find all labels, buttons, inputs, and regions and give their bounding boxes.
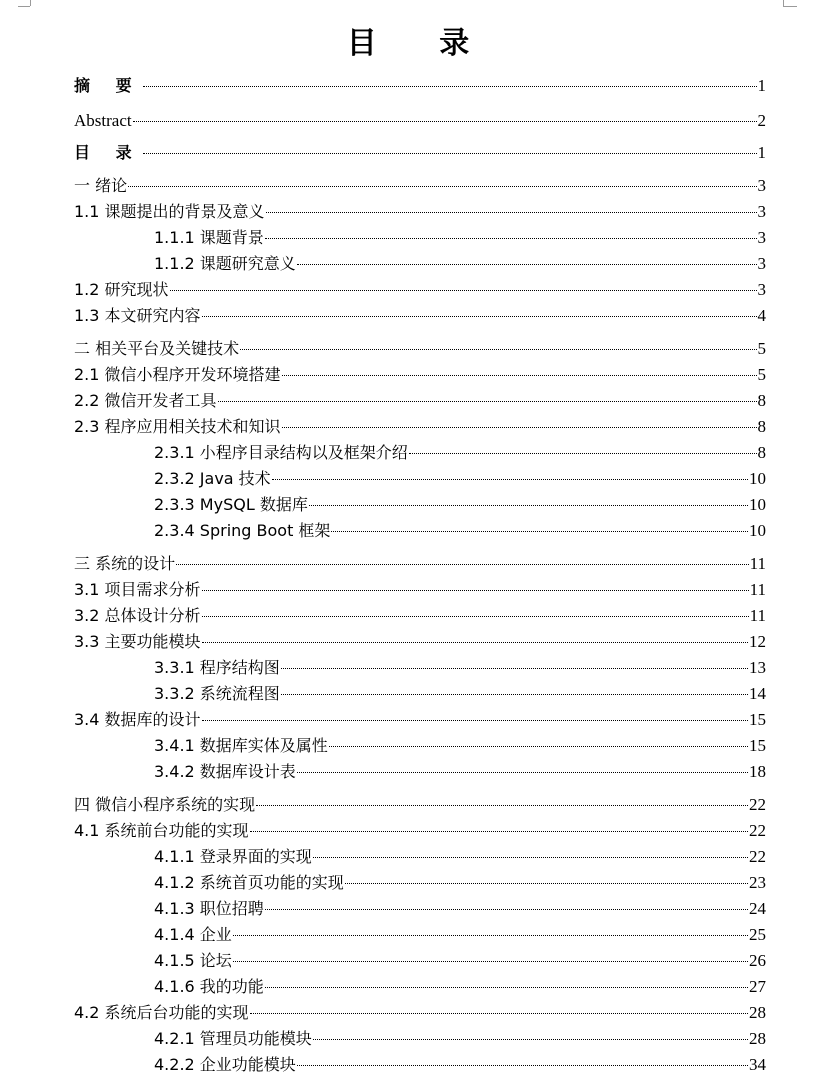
- toc-entry-label: 2.3 程序应用相关技术和知识: [74, 417, 281, 436]
- toc-entry-page: 8: [757, 443, 766, 462]
- toc-entry-label: 3.2 总体设计分析: [74, 606, 201, 625]
- dot-leader: [265, 238, 757, 239]
- toc-entry-label: 目 录: [74, 143, 142, 162]
- toc-entry-label: 1.1 课题提出的背景及意义: [74, 202, 265, 221]
- dot-leader: [281, 668, 748, 669]
- toc-entry-3-3-2[interactable]: [154, 682, 766, 706]
- toc-entry-page: 11: [749, 580, 766, 599]
- toc-entry-4-1-3[interactable]: [154, 897, 766, 921]
- toc-entry-2-3[interactable]: [74, 415, 766, 439]
- dot-leader: [309, 505, 748, 506]
- dot-leader: [233, 961, 748, 962]
- toc-entry-label: 二 相关平台及关键技术: [74, 339, 240, 358]
- toc-entry-abstract-en[interactable]: [74, 109, 766, 133]
- toc-entry-label: 四 微信小程序系统的实现: [74, 795, 256, 814]
- dot-leader: [250, 831, 748, 832]
- dot-leader: [143, 153, 757, 154]
- toc-entry-page: 10: [749, 469, 766, 488]
- toc-entry-3-4[interactable]: [74, 708, 766, 732]
- toc-entry-label: 3.3.2 系统流程图: [154, 684, 280, 703]
- toc-entry-label: 1.2 研究现状: [74, 280, 169, 299]
- toc-entry-3-3-1[interactable]: [154, 656, 766, 680]
- toc-entry-page: 5: [757, 365, 766, 384]
- toc-entry-label: 4.2 系统后台功能的实现: [74, 1003, 249, 1022]
- dot-leader: [128, 186, 756, 187]
- toc-entry-1-1-1[interactable]: [154, 226, 766, 250]
- toc-entry-3-3[interactable]: [74, 630, 766, 654]
- toc-entry-page: 3: [757, 176, 766, 195]
- toc-entry-1-1[interactable]: [74, 200, 766, 224]
- toc-entry-2-3-1[interactable]: [154, 441, 766, 465]
- dot-leader: [202, 642, 748, 643]
- toc-entry-label: 3.4.2 数据库设计表: [154, 762, 296, 781]
- dot-leader: [282, 375, 757, 376]
- toc-entry-label: 2.3.4 Spring Boot 框架: [154, 521, 331, 540]
- toc-entry-page: 27: [749, 977, 766, 996]
- toc-entry-label: 三 系统的设计: [74, 554, 176, 573]
- dot-leader: [266, 212, 757, 213]
- dot-leader: [256, 805, 748, 806]
- toc-entry-page: 15: [749, 736, 766, 755]
- toc-entry-page: 3: [757, 280, 766, 299]
- toc-entry-page: 14: [749, 684, 766, 703]
- toc-entry-page: 3: [757, 254, 766, 273]
- toc-entry-page: 12: [749, 632, 766, 651]
- toc-entry-4-2[interactable]: [74, 1001, 766, 1025]
- crop-mark-top-right-h: [783, 6, 797, 7]
- toc-entry-chapter-2[interactable]: [74, 337, 766, 361]
- toc-entry-page: 4: [757, 306, 766, 325]
- dot-leader: [170, 290, 757, 291]
- toc-entry-4-1-4[interactable]: [154, 923, 766, 947]
- toc-entry-2-2[interactable]: [74, 389, 766, 413]
- toc-entry-page: 22: [749, 821, 766, 840]
- toc-entry-3-4-2[interactable]: [154, 760, 766, 784]
- toc-entry-label: 3.4 数据库的设计: [74, 710, 201, 729]
- toc-entry-page: 3: [757, 202, 766, 221]
- toc-entry-4-1-1[interactable]: [154, 845, 766, 869]
- toc-entry-chapter-1[interactable]: [74, 174, 766, 198]
- toc-entry-label: 4.1.6 我的功能: [154, 977, 264, 996]
- toc-entry-label: 3.4.1 数据库实体及属性: [154, 736, 328, 755]
- toc-entry-page: 13: [749, 658, 766, 677]
- toc-entry-4-1-2[interactable]: [154, 871, 766, 895]
- toc-entry-page: 3: [757, 228, 766, 247]
- toc-entry-2-3-4[interactable]: [154, 519, 766, 543]
- toc-entry-contents[interactable]: [74, 141, 766, 165]
- toc-entry-page: 8: [757, 391, 766, 410]
- toc-entry-2-3-2[interactable]: [154, 467, 766, 491]
- toc-entry-2-1[interactable]: [74, 363, 766, 387]
- page-title: 目 录: [346, 26, 496, 61]
- toc-entry-label: 摘 要: [74, 76, 142, 95]
- dot-leader: [143, 86, 757, 87]
- dot-leader: [281, 694, 748, 695]
- dot-leader: [250, 1013, 748, 1014]
- toc-entry-label: 2.1 微信小程序开发环境搭建: [74, 365, 281, 384]
- dot-leader: [202, 316, 757, 317]
- toc-entry-label: 2.2 微信开发者工具: [74, 391, 217, 410]
- toc-entry-label: 4.1.1 登录界面的实现: [154, 847, 312, 866]
- toc-entry-page: 10: [749, 521, 766, 540]
- toc-entry-label: 1.3 本文研究内容: [74, 306, 201, 325]
- toc-entry-page: 18: [749, 762, 766, 781]
- toc-entry-label: 4.1.4 企业: [154, 925, 232, 944]
- toc-entry-label: 4.1.2 系统首页功能的实现: [154, 873, 344, 892]
- dot-leader: [272, 479, 748, 480]
- toc-entry-page: 26: [749, 951, 766, 970]
- toc-entry-label: 4.1.5 论坛: [154, 951, 232, 970]
- toc-entry-label: 3.1 项目需求分析: [74, 580, 201, 599]
- dot-leader: [313, 857, 748, 858]
- toc-entry-page: 22: [749, 795, 766, 814]
- dot-leader: [202, 720, 748, 721]
- crop-mark-top-left-h: [18, 6, 30, 7]
- toc-entry-page: 34: [749, 1055, 766, 1074]
- toc-entry-chapter-3[interactable]: [74, 552, 766, 576]
- dot-leader: [297, 1065, 748, 1066]
- toc-entry-4-2-2[interactable]: [154, 1053, 766, 1077]
- toc-entry-label: 3.3 主要功能模块: [74, 632, 201, 651]
- dot-leader: [265, 987, 748, 988]
- toc-entry-label: 2.3.2 Java 技术: [154, 469, 271, 488]
- dot-leader: [233, 935, 748, 936]
- toc-entry-1-1-2[interactable]: [154, 252, 766, 276]
- dot-leader: [409, 453, 757, 454]
- toc-entry-label: 3.3.1 程序结构图: [154, 658, 280, 677]
- dot-leader: [331, 531, 748, 532]
- toc-entry-label: 1.1.2 课题研究意义: [154, 254, 296, 273]
- toc-entry-page: 11: [749, 554, 766, 573]
- dot-leader: [202, 590, 749, 591]
- toc-entry-abstract-cn[interactable]: [74, 74, 766, 98]
- toc-entry-page: 28: [749, 1029, 766, 1048]
- toc-entry-label: 一 绪论: [74, 176, 128, 195]
- toc-entry-page: 5: [757, 339, 766, 358]
- toc-entry-page: 28: [749, 1003, 766, 1022]
- toc-entry-3-1[interactable]: [74, 578, 766, 602]
- toc-entry-3-2[interactable]: [74, 604, 766, 628]
- toc-entry-label: 4.1 系统前台功能的实现: [74, 821, 249, 840]
- dot-leader: [265, 909, 748, 910]
- toc-entry-page: 2: [757, 111, 766, 130]
- toc-entry-page: 24: [749, 899, 766, 918]
- toc-entry-page: 10: [749, 495, 766, 514]
- dot-leader: [240, 349, 756, 350]
- toc-entry-page: 23: [749, 873, 766, 892]
- toc-entry-4-1[interactable]: [74, 819, 766, 843]
- toc-entry-label: 4.2.2 企业功能模块: [154, 1055, 296, 1074]
- toc-entry-chapter-4[interactable]: [74, 793, 766, 817]
- toc-entry-1-2[interactable]: [74, 278, 766, 302]
- dot-leader: [176, 564, 749, 565]
- toc-entry-4-1-5[interactable]: [154, 949, 766, 973]
- toc-entry-4-1-6[interactable]: [154, 975, 766, 999]
- dot-leader: [218, 401, 757, 402]
- dot-leader: [297, 264, 757, 265]
- toc-entry-page: 8: [757, 417, 766, 436]
- toc-entry-1-3[interactable]: [74, 304, 766, 328]
- dot-leader: [345, 883, 748, 884]
- dot-leader: [313, 1039, 748, 1040]
- toc-entry-page: 1: [757, 76, 766, 95]
- dot-leader: [297, 772, 748, 773]
- toc-entry-page: 22: [749, 847, 766, 866]
- toc-entry-page: 1: [757, 143, 766, 162]
- toc-entry-4-2-1[interactable]: [154, 1027, 766, 1051]
- toc-entry-label: 2.3.3 MySQL 数据库: [154, 495, 308, 514]
- toc-entry-page: 25: [749, 925, 766, 944]
- crop-mark-top-left: [30, 0, 31, 6]
- dot-leader: [329, 746, 748, 747]
- dot-leader: [133, 121, 757, 122]
- toc-entry-label: 4.2.1 管理员功能模块: [154, 1029, 312, 1048]
- dot-leader: [202, 616, 749, 617]
- toc-entry-label: Abstract: [74, 111, 132, 130]
- dot-leader: [282, 427, 757, 428]
- toc-entry-page: 11: [749, 606, 766, 625]
- toc-entry-page: 15: [749, 710, 766, 729]
- toc-entry-label: 2.3.1 小程序目录结构以及框架介绍: [154, 443, 408, 462]
- toc-entry-label: 4.1.3 职位招聘: [154, 899, 264, 918]
- toc-entry-label: 1.1.1 课题背景: [154, 228, 264, 247]
- toc-entry-3-4-1[interactable]: [154, 734, 766, 758]
- toc-entry-2-3-3[interactable]: [154, 493, 766, 517]
